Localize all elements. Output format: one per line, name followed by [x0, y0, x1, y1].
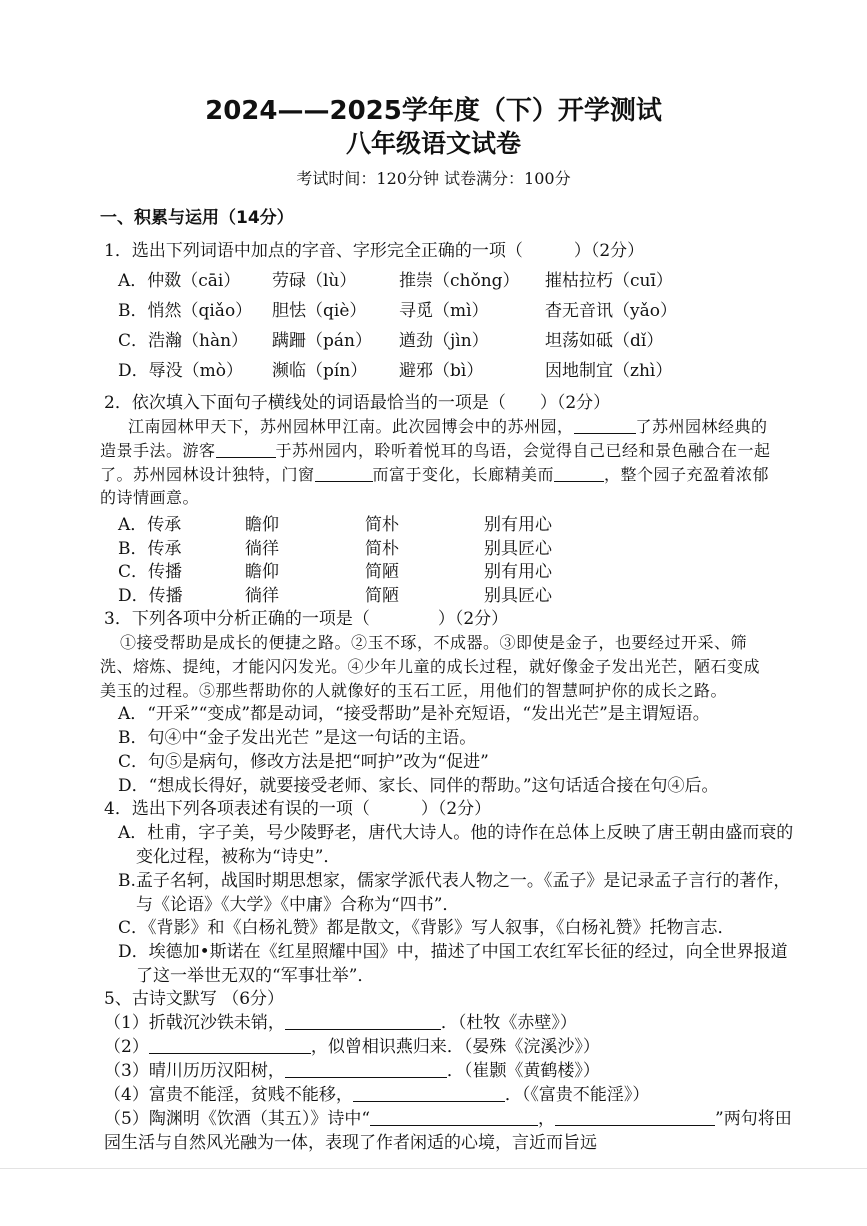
q1-a-4: 摧枯拉朽（cuī）	[545, 271, 673, 291]
q3-option-d: D．“想成长得好，就要接受老师、家长、同伴的帮助。”这句话适合接在句④后。	[118, 776, 719, 796]
q1-d-3: 避邪（bì）	[399, 361, 484, 381]
q2-c-3: 简陋	[365, 562, 399, 582]
q2-c-4: 别有用心	[484, 562, 552, 582]
q2-c-1: C．传播	[118, 562, 183, 582]
q4-option-d-line2: 了这一举世无双的“军事壮举”．	[136, 966, 375, 986]
q1-a-1: A．仲敪（cāi）	[118, 271, 241, 291]
q2-b-3: 简朴	[365, 539, 399, 559]
q1-a-3: 推崇（chǒng）	[399, 271, 520, 291]
q1-b-4: 杳无音讯（yǎo）	[545, 301, 677, 321]
q1-a-2: 劳碌（lù）	[272, 271, 357, 291]
q1-c-4: 坦荡如砥（dǐ）	[545, 331, 664, 351]
q5-text: ”两句将田	[715, 1109, 792, 1129]
q3-option-b: B．句④中“金子发出光芒 ”是这一句话的主语。	[118, 728, 477, 748]
q5-text: ．（崔颢《黄鹤楼》）	[446, 1061, 600, 1081]
q3-passage-line2: 洗、熔炼、提纯，才能闪闪发光。④少年儿童的成长过程，就好像金子发出光芒，陋石变成	[100, 657, 761, 676]
q2-passage-text: 造景手法。游客	[100, 441, 216, 460]
q3-option-a: A．“开采”“变成”都是动词，“接受帮助”是补充短语，“发出光芒”是主谓短语。	[118, 704, 710, 724]
q2-c-2: 瞻仰	[245, 562, 279, 582]
q5-item-3	[104, 1060, 600, 1082]
q2-a-1: A．传承	[118, 515, 182, 535]
fill-blank[interactable]	[574, 417, 636, 434]
q5-text: ，似曾相识燕归来．（晏殊《浣溪沙》）	[310, 1037, 600, 1057]
q2-passage-line3	[100, 464, 769, 486]
page-divider	[0, 1168, 867, 1169]
q5-text: （2）	[104, 1037, 149, 1057]
q1-c-3: 遒劲（jìn）	[399, 331, 489, 351]
answer-blank[interactable]	[370, 1109, 538, 1126]
q2-b-2: 徜徉	[245, 539, 279, 559]
q2-passage-text: ，整个园子充盈着浓郁	[604, 465, 770, 484]
q3-stem: 3．下列各项中分析正确的一项是（ ）（2分）	[104, 609, 509, 629]
q2-b-1: B．传承	[118, 539, 182, 559]
q1-d-1: D．辱没（mò）	[118, 361, 243, 381]
q2-passage-line2	[100, 440, 771, 462]
q5-stem: 5、古诗文默写 （6分）	[104, 989, 285, 1009]
answer-blank[interactable]	[353, 1085, 505, 1102]
q3-passage-line3: 美玉的过程。⑤那些帮助你的人就像好的玉石工匠，用他们的智慧呵护你的成长之路。	[100, 681, 728, 700]
q4-option-a-line2: 变化过程，被称为“诗史”．	[136, 847, 341, 867]
section-title: 一、积累与运用（14分）	[100, 208, 294, 228]
fill-blank[interactable]	[315, 465, 373, 482]
q5-text: （5）陶渊明《饮酒（其五）》诗中“	[104, 1109, 371, 1129]
q4-option-a-line1: A．杜甫，字子美，号少陵野老，唐代大诗人。他的诗作在总体上反映了唐王朝由盛而衰的	[118, 823, 794, 843]
answer-blank[interactable]	[285, 1013, 441, 1030]
q4-option-b-line2: 与《论语》《大学》《中庸》合称为“四书”．	[136, 895, 460, 915]
q2-d-3: 简陋	[365, 586, 399, 606]
q5-item-1	[104, 1012, 577, 1034]
q1-b-3: 寻觅（mì）	[399, 301, 489, 321]
q2-a-3: 简朴	[365, 515, 399, 535]
q2-stem: 2．依次填入下面句子横线处的词语最恰当的一项是（ ）（2分）	[104, 393, 611, 413]
q5-item-2	[104, 1036, 600, 1058]
q1-c-2: 蹒跚（pán）	[272, 331, 372, 351]
q3-passage-line1: ①接受帮助是成长的便捷之路。②玉不琢，不成器。③即使是金子，也要经过开采、筛	[120, 633, 748, 652]
exam-meta: 考试时间：120分钟 试卷满分：100分	[296, 169, 571, 188]
q1-d-2: 濒临（pín）	[272, 361, 368, 381]
q5-item-5	[104, 1108, 792, 1130]
q5-text: （4）富贵不能淫，贫贱不能移，	[104, 1085, 353, 1105]
q4-option-d-line1: D．埃德加•斯诺在《红星照耀中国》中，描述了中国工农红军长征的经过，向全世界报道	[118, 942, 788, 962]
q5-text: ．（杜牧《赤壁》）	[440, 1013, 577, 1033]
q5-text: ，	[538, 1109, 556, 1129]
q4-stem: 4．选出下列各项表述有误的一项（ ）（2分）	[104, 799, 492, 819]
q1-b-1: B．悄然（qiǎo）	[118, 301, 253, 321]
q5-text: （3）晴川历历汉阳树，	[104, 1061, 285, 1081]
q2-d-2: 徜徉	[245, 586, 279, 606]
q2-d-4: 别具匠心	[484, 586, 552, 606]
q2-a-2: 瞻仰	[245, 515, 279, 535]
fill-blank[interactable]	[216, 441, 276, 458]
q2-passage-text: 了苏州园林经典的	[635, 417, 768, 436]
q2-b-4: 别具匠心	[484, 539, 552, 559]
fill-blank[interactable]	[554, 465, 604, 482]
q5-text: （1）折戟沉沙铁未销，	[104, 1013, 285, 1033]
q2-passage-text: 江南园林甲天下，苏州园林甲江南。此次园博会中的苏州园，	[128, 417, 574, 436]
q2-passage-text: 而富于变化，长廊精美而	[372, 465, 555, 484]
q2-passage-line4: 的诗情画意。	[100, 488, 200, 507]
q2-passage-line1	[128, 416, 768, 438]
q2-passage-text: 于苏州园内，聆听着悦耳的鸟语，会觉得自己已经和景色融合在一起	[275, 441, 771, 460]
q4-option-b-line1: B.孟子名轲，战国时期思想家，儒家学派代表人物之一。《孟子》是记录孟子言行的著作，	[118, 871, 791, 891]
q5-item-4	[104, 1084, 649, 1106]
q1-c-1: C．浩瀚（hàn）	[118, 331, 249, 351]
q1-stem: 1．选出下列词语中加点的字音、字形完全正确的一项（ ）（2分）	[104, 241, 645, 261]
q2-a-4: 别有用心	[484, 515, 552, 535]
q1-b-2: 胆怯（qiè）	[272, 301, 367, 321]
q1-d-4: 因地制宜（zhì）	[545, 361, 673, 381]
exam-title: 2024——2025学年度（下）开学测试	[205, 96, 662, 126]
q3-option-c: C．句⑤是病句，修改方法是把“呵护”改为“促进”	[118, 752, 489, 772]
answer-blank[interactable]	[149, 1037, 311, 1054]
q5-text: ．（《富贵不能淫》）	[504, 1085, 650, 1105]
answer-blank[interactable]	[555, 1109, 715, 1126]
q2-passage-text: 了。苏州园林设计独特，门窗	[100, 465, 315, 484]
exam-subtitle: 八年级语文试卷	[345, 129, 521, 158]
answer-blank[interactable]	[285, 1061, 447, 1078]
q4-option-c: C．《背影》和《白杨礼赞》都是散文，《背影》写人叙事，《白杨礼赞》托物言志．	[118, 918, 735, 938]
q2-d-1: D．传播	[118, 586, 183, 606]
q5-item-5-continued: 园生活与自然风光融为一体，表现了作者闲适的心境，言近而旨远	[104, 1133, 597, 1153]
